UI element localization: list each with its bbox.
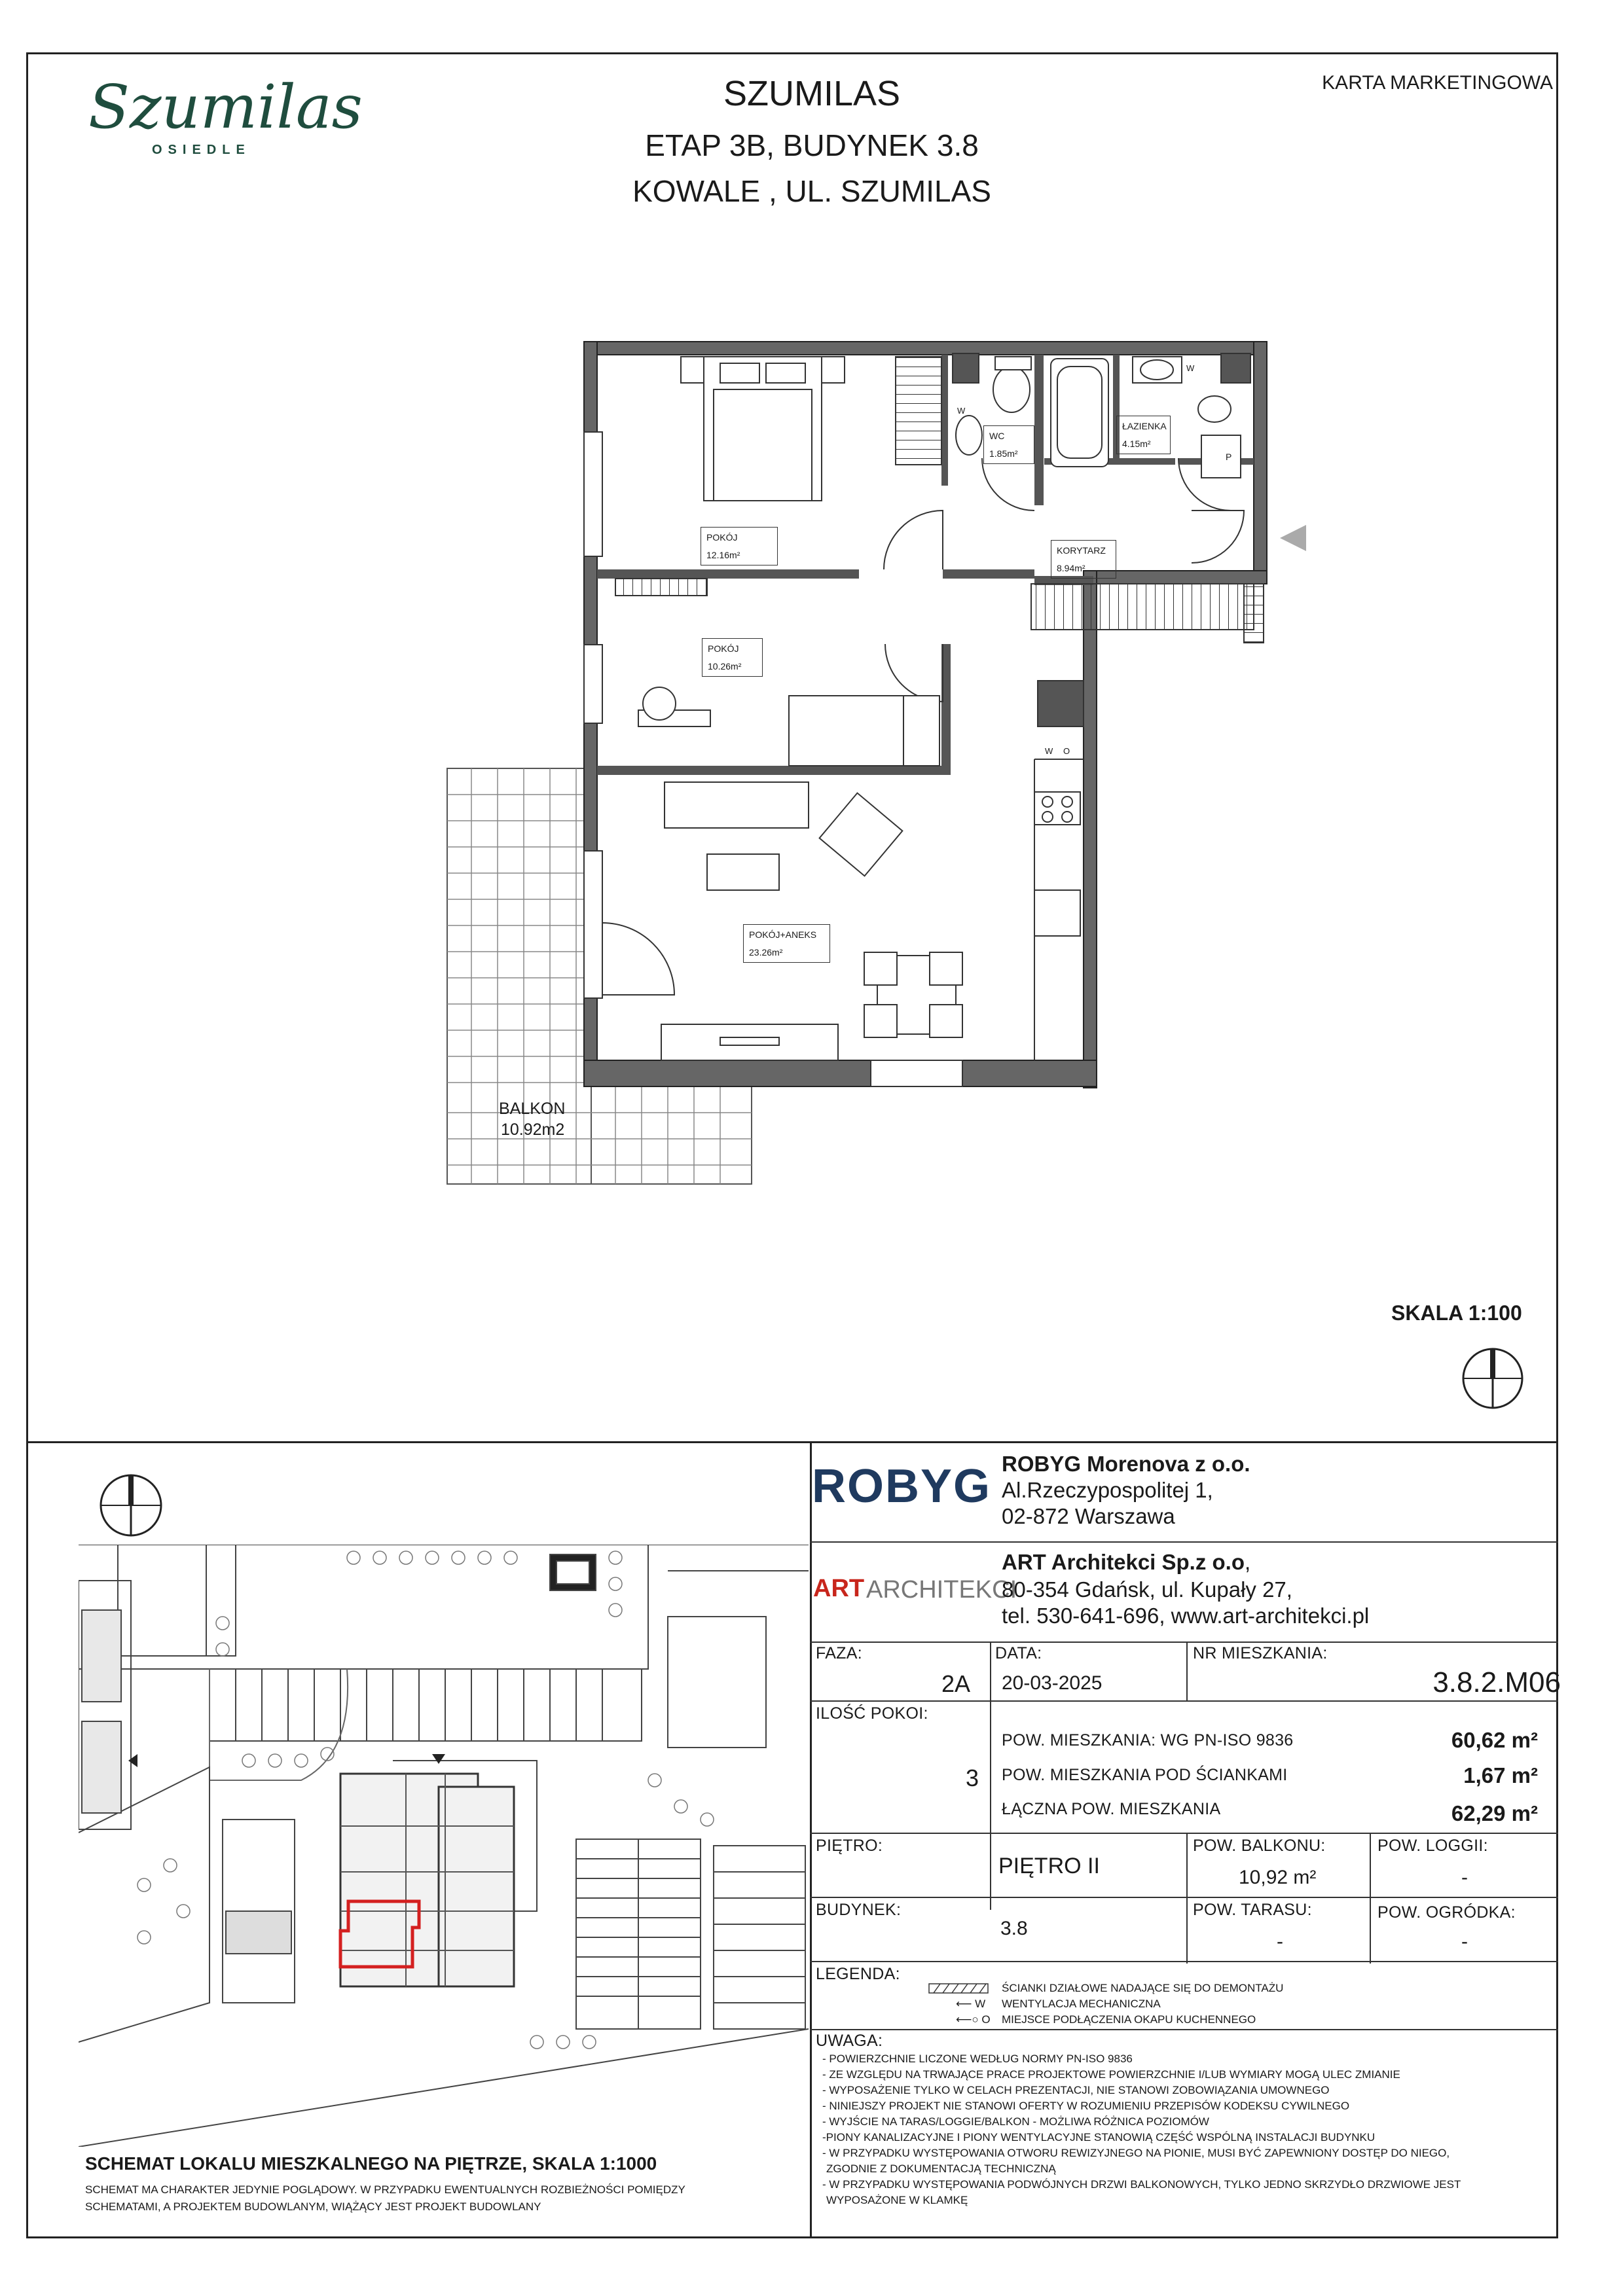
- faza-label: FAZA:: [816, 1644, 862, 1662]
- data-value: 20-03-2025: [1002, 1672, 1103, 1694]
- ventilation-symbol: ⟵ W: [956, 1998, 986, 2010]
- garden-label: POW. OGRÓDKA:: [1377, 1903, 1516, 1922]
- col-line: [1186, 1641, 1188, 1700]
- building-value: 3.8: [1000, 1918, 1028, 1939]
- room-label: [701, 527, 778, 565]
- site-plan: [79, 1545, 809, 2147]
- site-caption-title: SCHEMAT LOKALU MIESZKALNEGO NA PIĘTRZE, SKALA 1:1000: [85, 2153, 657, 2174]
- site-caption-line: SCHEMATAMI, A PROJEKTEM BUDOWLANYM, WIĄŻĄCY JEST PROJEKT BUDOWLANY: [85, 2200, 541, 2213]
- row-line: [810, 1641, 1558, 1643]
- note-line: - WYJŚCIE NA TARAS/LOGGIE/BALKON - MOŻLIWA RÓŻNICA POZIOMÓW: [822, 2115, 1209, 2128]
- row-line: [810, 1897, 1558, 1898]
- area-value: 60,62 m²: [1451, 1728, 1538, 1752]
- bottom-divider: [26, 1441, 1558, 1443]
- room-area: 8.94m²: [1057, 562, 1085, 573]
- note-line: -PIONY KANALIZACYJNE I PIONY WENTYLACYJNE STANOWIĄ CZĘŚĆ WSPÓLNĄ INSTALACJI BUDYNKU: [822, 2131, 1376, 2144]
- column-divider: [810, 1441, 812, 2238]
- entrance-arrow: [1280, 525, 1306, 551]
- marker-p: P: [1226, 452, 1232, 462]
- faza-value: 2A: [941, 1670, 971, 1697]
- architect-contact: tel. 530-641-696, www.art-architekci.pl: [1002, 1604, 1370, 1628]
- site-caption-line: SCHEMAT MA CHARAKTER JEDYNIE POGLĄDOWY. W PRZYPADKU EWENTUALNYCH ROZBIEŻNOŚCI POMIĘDZY: [85, 2183, 685, 2196]
- room-name: ŁAZIENKA: [1122, 421, 1167, 431]
- room-area: 12.16m²: [706, 549, 740, 560]
- scale-label: SKALA 1:100: [1391, 1301, 1522, 1325]
- row-line: [810, 1961, 1558, 1962]
- szumilas-logo-sub: OSIEDLE: [152, 143, 251, 157]
- legend-item: WENTYLACJA MECHANICZNA: [1002, 1998, 1161, 2010]
- col-line: [1370, 1833, 1371, 1964]
- room-area: 23.26m²: [749, 946, 783, 958]
- legend-item: ŚCIANKI DZIAŁOWE NADAJĄCE SIĘ DO DEMONTAŻU: [1002, 1982, 1284, 1994]
- row-line: [810, 1833, 1558, 1834]
- legend-title: LEGENDA:: [816, 1965, 900, 1983]
- room-label: [1051, 540, 1116, 579]
- building-label: BUDYNEK:: [816, 1901, 902, 1919]
- project-stage: ETAP 3B, BUDYNEK 3.8: [645, 128, 979, 162]
- balcony-value: 10,92 m²: [1239, 1867, 1317, 1888]
- note-line: - W PRZYPADKU WYSTĘPOWANIA OTWORU REWIZYJNEGO NA PIONIE, MUSI BYĆ ZAPEWNIONY DOSTĘP DO NIEGO,: [822, 2147, 1450, 2159]
- architect-street: 80-354 Gdańsk, ul. Kupały 27,: [1002, 1577, 1292, 1602]
- developer-street: Al.Rzeczypospolitej 1,: [1002, 1478, 1213, 1502]
- room-area: 1.85m²: [989, 448, 1018, 459]
- room-name: POKÓJ+ANEKS: [749, 929, 817, 940]
- garden-value: -: [1461, 1931, 1468, 1952]
- room-name: WC: [989, 431, 1005, 441]
- art-logo: ART: [813, 1575, 865, 1602]
- room-name: KORYTARZ: [1057, 545, 1106, 556]
- north-arrow-icon: [1461, 1347, 1524, 1410]
- balcony-name: BALKON: [499, 1100, 566, 1118]
- note-line: ZGODNIE Z DOKUMENTACJĄ TECHNICZNĄ: [826, 2162, 1056, 2175]
- terrace-value: -: [1277, 1931, 1283, 1952]
- room-area: 10.26m²: [708, 660, 742, 672]
- floor-label: PIĘTRO:: [816, 1837, 883, 1855]
- note-line: - POWIERZCHNIE LICZONE WEDŁUG NORMY PN-ISO 9836: [822, 2053, 1133, 2065]
- nr-value: 3.8.2.M06: [1432, 1666, 1561, 1698]
- architect-name-tail: ,: [1245, 1550, 1251, 1574]
- szumilas-logo: Szumilas: [88, 72, 363, 142]
- rooms-value: 3: [966, 1765, 979, 1791]
- room-label: [743, 924, 830, 963]
- walls-value: 1,67 m²: [1463, 1763, 1538, 1787]
- terrace-label: POW. TARASU:: [1193, 1901, 1312, 1919]
- balcony-area: 10.92m2: [501, 1121, 565, 1139]
- room-label: [1116, 416, 1171, 454]
- floor-value: PIĘTRO II: [998, 1854, 1100, 1878]
- col-line: [1186, 1833, 1188, 1964]
- total-value: 62,29 m²: [1451, 1801, 1538, 1825]
- rooms-label: ILOŚĆ POKOI:: [816, 1704, 928, 1723]
- total-label: ŁĄCZNA POW. MIESZKANIA: [1002, 1800, 1221, 1818]
- legend-item: MIEJSCE PODŁĄCZENIA OKAPU KUCHENNEGO: [1002, 2013, 1256, 2026]
- marker-o: O: [1063, 746, 1070, 756]
- col-line: [990, 1641, 991, 1910]
- room-label: [702, 638, 763, 677]
- area-label: POW. MIESZKANIA: WG PN-ISO 9836: [1002, 1731, 1294, 1749]
- note-line: - ZE WZGLĘDU NA TRWAJĄCE PRACE PROJEKTOWE POWIERZCHNIE I/LUB WYMIARY MOGĄ ULEC ZMIANIE: [822, 2068, 1400, 2081]
- row-line: [810, 2029, 1558, 2030]
- project-address: KOWALE , UL. SZUMILAS: [632, 174, 991, 208]
- marker-w: W: [1186, 363, 1195, 373]
- hatch-icon: [928, 1983, 989, 1994]
- hood-symbol: ⟵○ O: [956, 2013, 991, 2026]
- nr-label: NR MIESZKANIA:: [1193, 1644, 1328, 1662]
- note-line: - NINIEJSZY PROJEKT NIE STANOWI OFERTY W ROZUMIENIU PRZEPISÓW KODEKSU CYWILNEGO: [822, 2100, 1350, 2112]
- note-line: - W PRZYPADKU WYSTĘPOWANIA PODWÓJNYCH DRZWI BALKONOWYCH, TYLKO JEDNO SKRZYDŁO DRZWIOWE JEST: [822, 2178, 1461, 2191]
- room-name: POKÓJ: [708, 643, 739, 654]
- loggia-value: -: [1461, 1867, 1468, 1888]
- room-label: [983, 425, 1034, 464]
- marker-w: W: [957, 406, 966, 416]
- data-label: DATA:: [995, 1644, 1042, 1662]
- note-line: WYPOSAŻONE W KLAMKĘ: [826, 2194, 968, 2206]
- robyg-logo: ROBYG: [812, 1460, 992, 1513]
- row-line: [810, 1541, 1558, 1543]
- loggia-label: POW. LOGGII:: [1377, 1837, 1488, 1855]
- architect-name: [1002, 1550, 1250, 1575]
- walls-label: POW. MIESZKANIA POD ŚCIANKAMI: [1002, 1766, 1288, 1784]
- building-3-8: [340, 1774, 514, 1986]
- architect-name-bold: ART Architekci Sp.z o.o: [1002, 1550, 1245, 1574]
- note-line: - WYPOSAŻENIE TYLKO W CELACH PREZENTACJI, NIE STANOWI ZOBOWIĄZANIA UMOWNEGO: [822, 2084, 1330, 2096]
- row-line: [810, 1700, 1558, 1702]
- marker-w: W: [1045, 746, 1053, 756]
- developer-name: ROBYG Morenova z o.o.: [1002, 1452, 1250, 1476]
- notes-title: UWAGA:: [816, 2032, 883, 2050]
- north-arrow-icon: [98, 1473, 164, 1538]
- project-title: SZUMILAS: [723, 74, 901, 113]
- art-logo-text: ARCHITEKCI: [866, 1576, 1017, 1604]
- room-name: POKÓJ: [706, 532, 738, 543]
- card-type: KARTA MARKETINGOWA: [1322, 72, 1553, 94]
- developer-city: 02-872 Warszawa: [1002, 1504, 1175, 1528]
- balcony-label: POW. BALKONU:: [1193, 1837, 1326, 1855]
- room-area: 4.15m²: [1122, 438, 1151, 449]
